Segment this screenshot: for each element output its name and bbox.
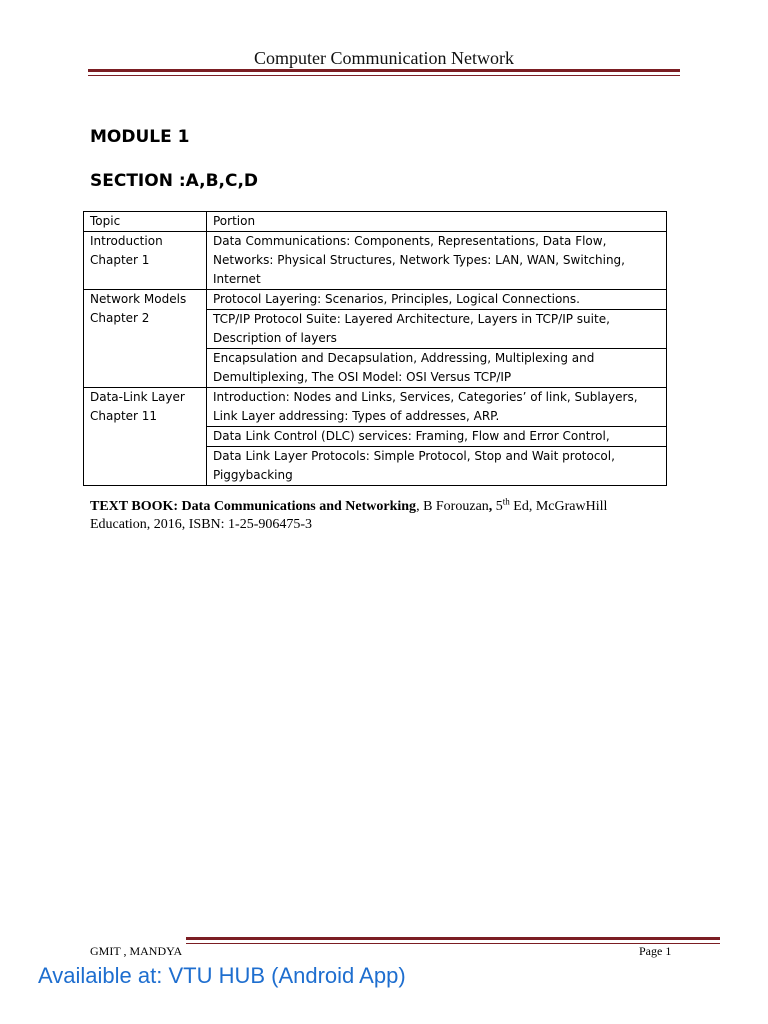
header-portion: Portion bbox=[207, 212, 667, 232]
topic-line: Introduction bbox=[90, 234, 163, 248]
portion-line: Piggybacking bbox=[213, 468, 293, 482]
topic-cell bbox=[84, 290, 207, 388]
portion-line: Introduction: Nodes and Links, Services, Categories’ of link, Sublayers, bbox=[213, 390, 638, 404]
section-heading: SECTION :A,B,C,D bbox=[90, 171, 259, 191]
module-heading: MODULE 1 bbox=[90, 127, 190, 147]
portion-line: Demultiplexing, The OSI Model: OSI Versus TCP/IP bbox=[213, 370, 512, 384]
portion-cell bbox=[207, 310, 667, 349]
portion-cell bbox=[207, 232, 667, 290]
textbook-label: TEXT BOOK: bbox=[90, 499, 179, 514]
portion-line: Link Layer addressing: Types of addresses, ARP. bbox=[213, 409, 500, 423]
portion-line: Encapsulation and Decapsulation, Addressing, Multiplexing and bbox=[213, 351, 595, 365]
table-header-row bbox=[84, 212, 667, 232]
page-header-title: Computer Communication Network bbox=[254, 48, 514, 68]
textbook-line-1 bbox=[90, 498, 670, 516]
topic-line: Chapter 2 bbox=[90, 311, 150, 325]
table-row bbox=[84, 232, 667, 290]
table-row bbox=[84, 388, 667, 427]
topic-line: Chapter 1 bbox=[90, 253, 150, 267]
portion-line: Internet bbox=[213, 272, 261, 286]
portion-cell bbox=[207, 447, 667, 486]
table-row bbox=[84, 290, 667, 310]
availability-banner: Availaible at: VTU HUB (Android App) bbox=[38, 963, 406, 988]
textbook-line-2: Education, 2016, ISBN: 1-25-906475-3 bbox=[90, 517, 313, 532]
textbook-bold-comma: , bbox=[488, 499, 493, 514]
portion-line: Protocol Layering: Scenarios, Principles, Logical Connections. bbox=[213, 292, 580, 306]
topic-line: Network Models bbox=[90, 292, 187, 306]
footer-rule-thick bbox=[186, 937, 720, 940]
header-rule-thin bbox=[88, 75, 680, 76]
portion-line: TCP/IP Protocol Suite: Layered Architecture, Layers in TCP/IP suite, bbox=[213, 312, 610, 326]
portion-line: Description of layers bbox=[213, 331, 337, 345]
portion-line: Networks: Physical Structures, Network Types: LAN, WAN, Switching, bbox=[213, 253, 625, 267]
portion-cell bbox=[207, 349, 667, 388]
topic-cell bbox=[84, 388, 207, 486]
topic-line: Chapter 11 bbox=[90, 409, 158, 423]
textbook-author: , B Forouzan bbox=[416, 499, 489, 514]
portion-line: Data Link Layer Protocols: Simple Protocol, Stop and Wait protocol, bbox=[213, 449, 615, 463]
topic-line: Data-Link Layer bbox=[90, 390, 185, 404]
portion-line: Data Link Control (DLC) services: Framing, Flow and Error Control, bbox=[213, 429, 610, 443]
syllabus-table bbox=[83, 211, 667, 486]
portion-cell bbox=[207, 388, 667, 427]
textbook-reference bbox=[90, 498, 670, 534]
header-rule-thick bbox=[88, 69, 680, 72]
footer-institution: GMIT , MANDYA bbox=[90, 944, 183, 958]
textbook-publisher: Ed, McGrawHill bbox=[509, 499, 608, 514]
footer-page-number: Page 1 bbox=[639, 944, 672, 958]
textbook-edition-num: 5 bbox=[495, 499, 503, 514]
textbook-edition-sup: th bbox=[502, 496, 510, 507]
header-topic: Topic bbox=[84, 212, 207, 232]
portion-line: Data Communications: Components, Representations, Data Flow, bbox=[213, 234, 607, 248]
portion-cell bbox=[207, 290, 667, 310]
portion-cell bbox=[207, 427, 667, 447]
textbook-title: Data Communications and Networking bbox=[181, 499, 417, 514]
topic-cell bbox=[84, 232, 207, 290]
